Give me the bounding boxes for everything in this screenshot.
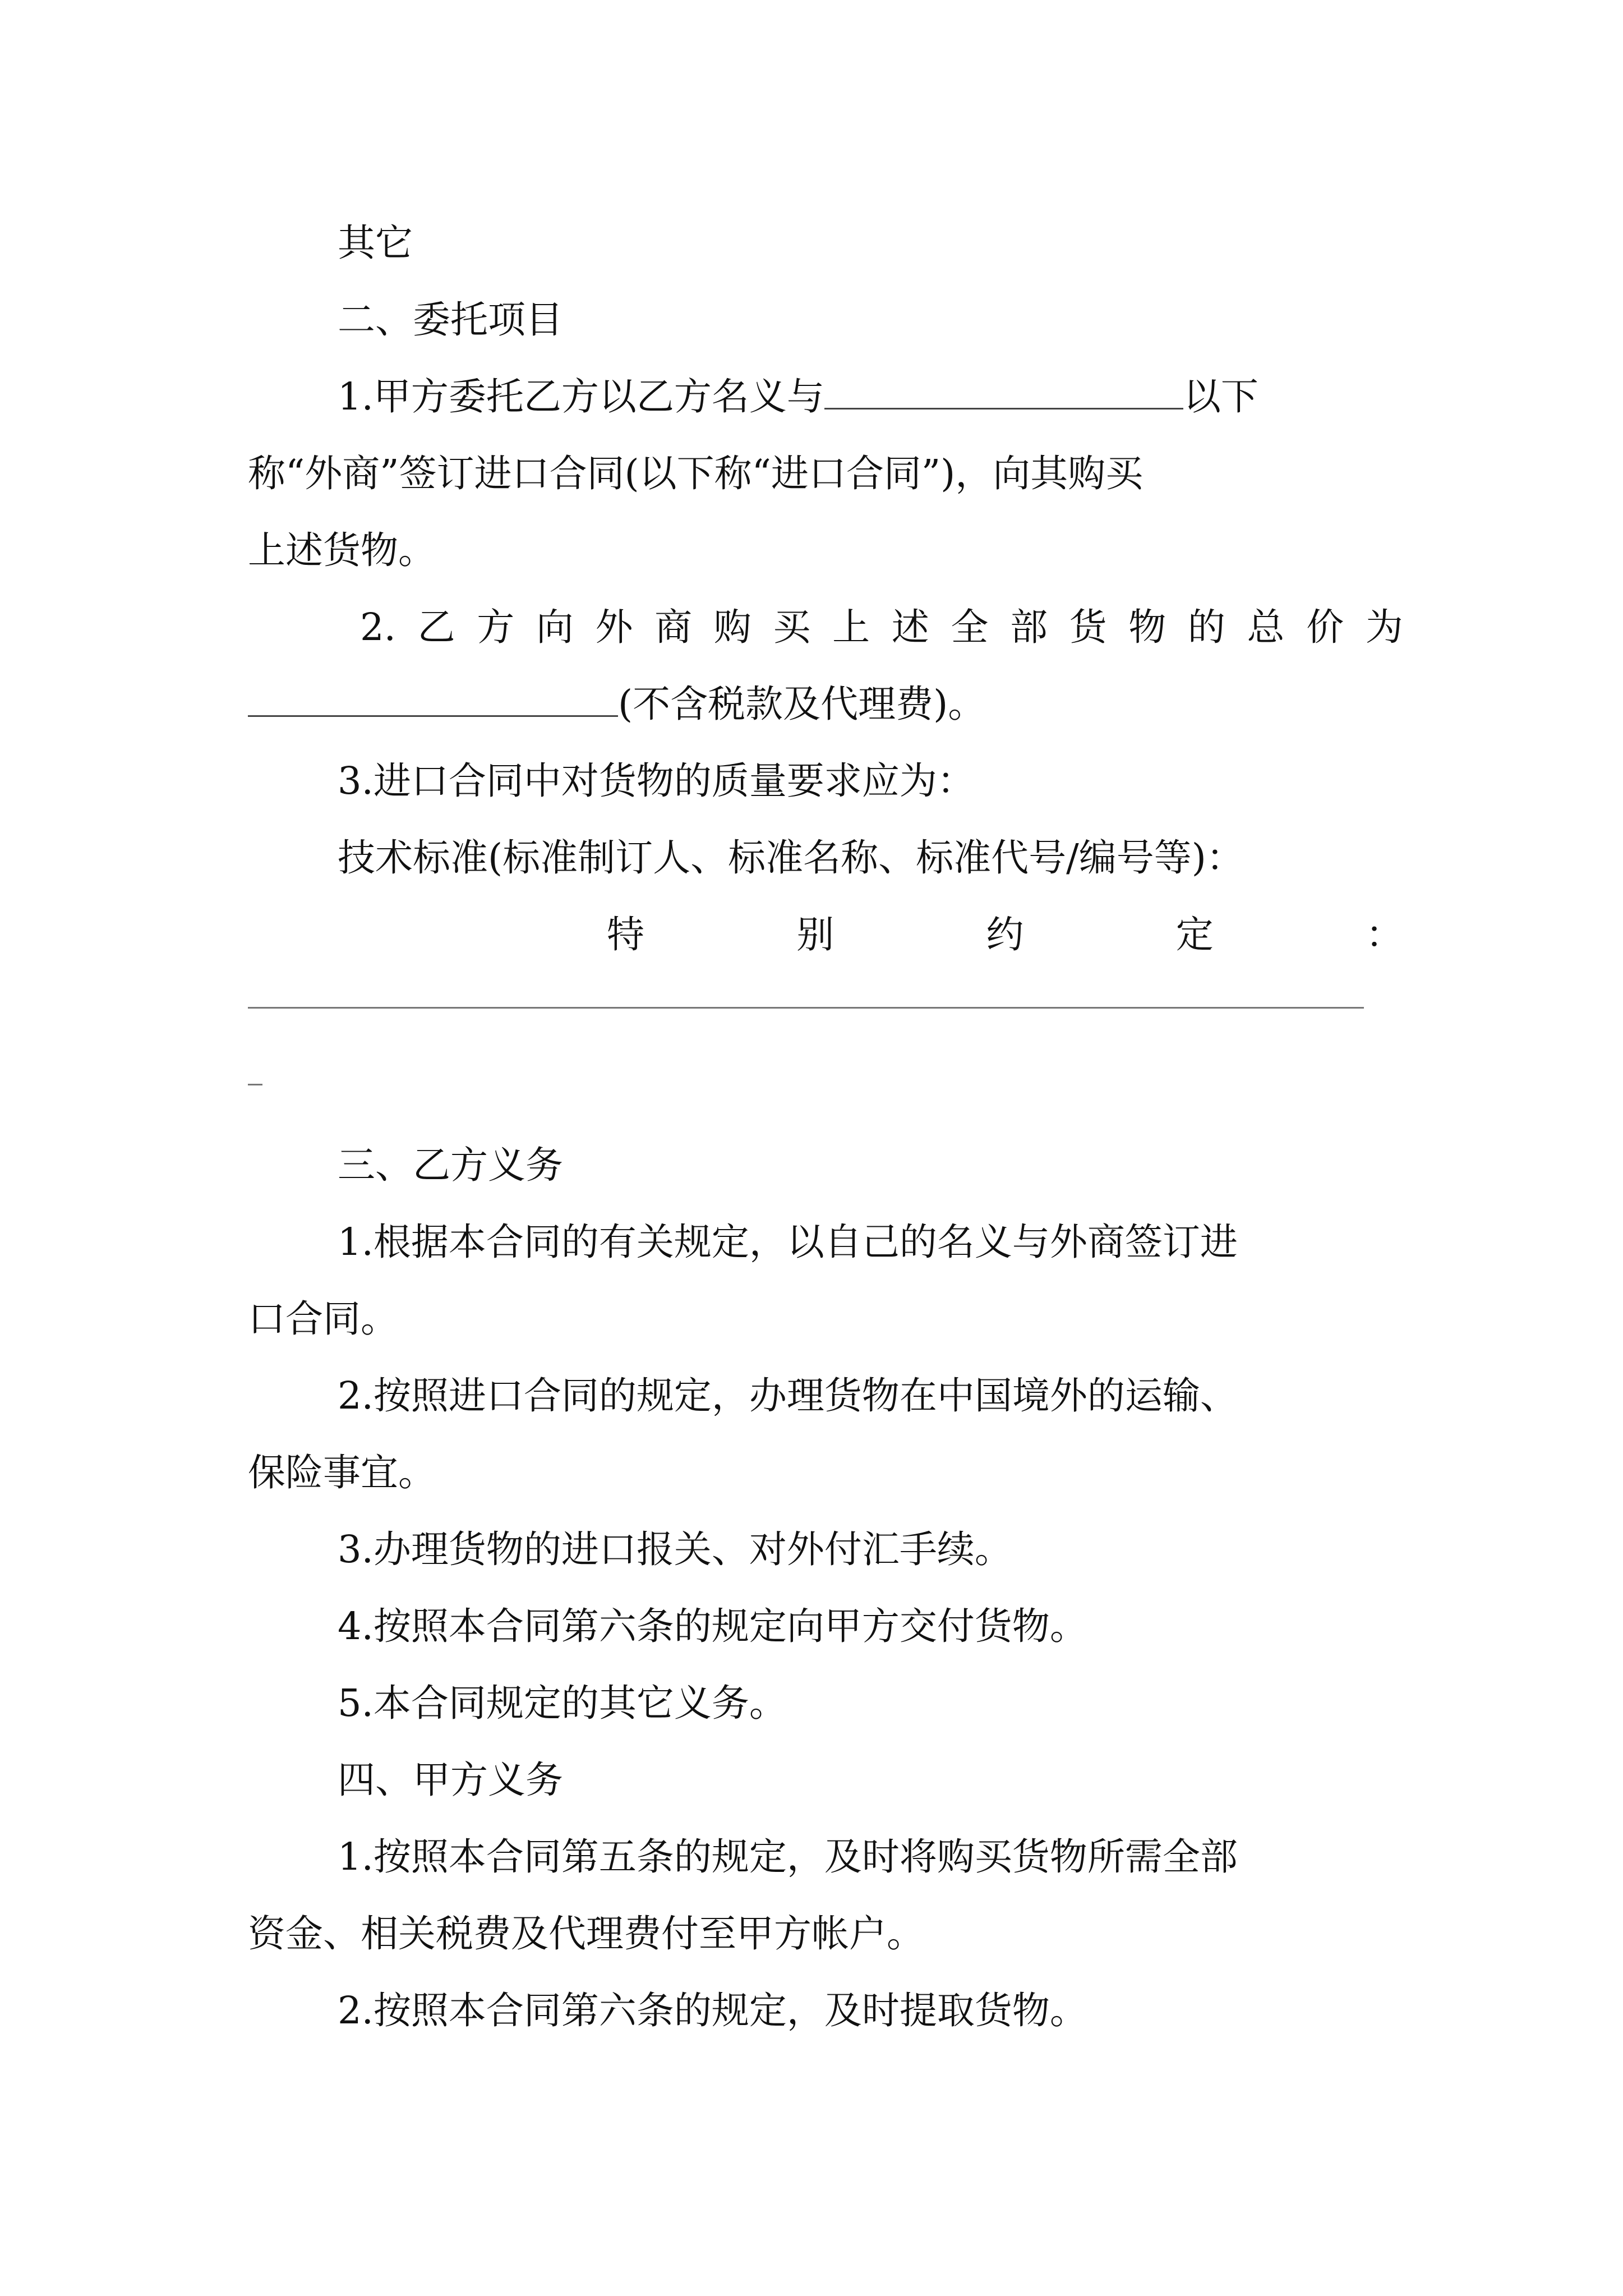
clause-4-1-line-2: 资金、相关税费及代理费付至甲方帐户。: [248, 1912, 924, 1955]
clause-3-5: 5.本合同规定的其它义务。: [338, 1681, 787, 1725]
clause-2-2-char: 买: [773, 605, 811, 649]
clause-2-2-char: 2.: [360, 605, 396, 649]
clause-3-1-line-1: 1.根据本合同的有关规定，以自己的名义与外商签订进: [338, 1220, 1238, 1264]
section-heading-4: 四、甲方义务: [338, 1758, 563, 1802]
clause-2-2-char: 价: [1306, 605, 1344, 649]
fill-blank-special-agreement: [248, 973, 1403, 1050]
clause-2-2-line-1: [248, 589, 1403, 666]
clause-2-2-note: (不含税款及代理费)。: [618, 682, 986, 726]
fill-blank-total-price: [248, 680, 618, 717]
clause-2-2-char: 的: [1187, 605, 1225, 649]
clause-2-2-char: 全: [951, 605, 989, 649]
fill-blank-special-agreement-tail: [248, 1050, 1403, 1127]
clause-2-2-char: 为: [1365, 605, 1403, 649]
clause-4-2: 2.按照本合同第六条的规定，及时提取货物。: [338, 1989, 1087, 2032]
clause-3-3: 3.办理货物的进口报关、对外付汇手续。: [338, 1527, 1012, 1571]
special-agreement-char: 特: [607, 913, 644, 956]
clause-3-1-line-2: 口合同。: [248, 1297, 398, 1341]
clause-2-2-char: 总: [1247, 605, 1285, 649]
clause-2-1-line-2: 称“外商”签订进口合同(以下称“进口合同”)，向其购买: [248, 452, 1144, 495]
technical-standard-line: 技术标准(标准制订人、标准名称、标准代号/编号等)：: [338, 836, 1244, 880]
clause-2-2-char: 外: [595, 605, 633, 649]
clause-2-3: 3.进口合同中对货物的质量要求应为：: [338, 759, 975, 803]
line-other: 其它: [338, 221, 413, 265]
clause-2-1-suffix: 以下: [1183, 375, 1258, 418]
special-agreement-char: 别: [796, 913, 834, 956]
clause-2-2-char: 部: [1009, 605, 1048, 649]
special-agreement-char: 约: [986, 913, 1024, 956]
clause-4-1-line-1: 1.按照本合同第五条的规定，及时将购买货物所需全部: [338, 1835, 1238, 1879]
clause-2-2-char: 购: [713, 605, 751, 649]
clause-2-1-text: 1.甲方委托乙方以乙方名义与: [338, 375, 824, 418]
clause-2-2-char: 方: [477, 605, 515, 649]
special-agreement-char: 定: [1175, 913, 1214, 956]
clause-2-2-char: 上: [832, 605, 870, 649]
clause-2-2-char: 述: [891, 605, 929, 649]
clause-2-2-char: 向: [536, 605, 574, 649]
clause-2-2-line-2: [248, 666, 1403, 743]
section-heading-3: 三、乙方义务: [338, 1143, 563, 1187]
clause-2-2-char: 商: [654, 605, 693, 649]
section-heading-2: 二、委托项目: [338, 298, 563, 342]
special-agreement-char: ：: [1366, 913, 1403, 956]
clause-2-2-char: 物: [1128, 605, 1166, 649]
clause-3-2-line-1: 2.按照进口合同的规定，办理货物在中国境外的运输、: [338, 1374, 1238, 1418]
clause-3-2-line-2: 保险事宜。: [248, 1451, 436, 1494]
clause-2-1-line-1: [248, 358, 1403, 435]
clause-3-4: 4.按照本合同第六条的规定向甲方交付货物。: [338, 1604, 1087, 1648]
special-agreement-line: [248, 896, 1403, 973]
clause-2-1-line-3: 上述货物。: [248, 528, 436, 572]
document-body: [248, 205, 1403, 2049]
clause-2-2-char: 货: [1069, 605, 1107, 649]
fill-blank-foreign-party: [824, 373, 1183, 409]
clause-2-2-char: 乙: [417, 605, 455, 649]
